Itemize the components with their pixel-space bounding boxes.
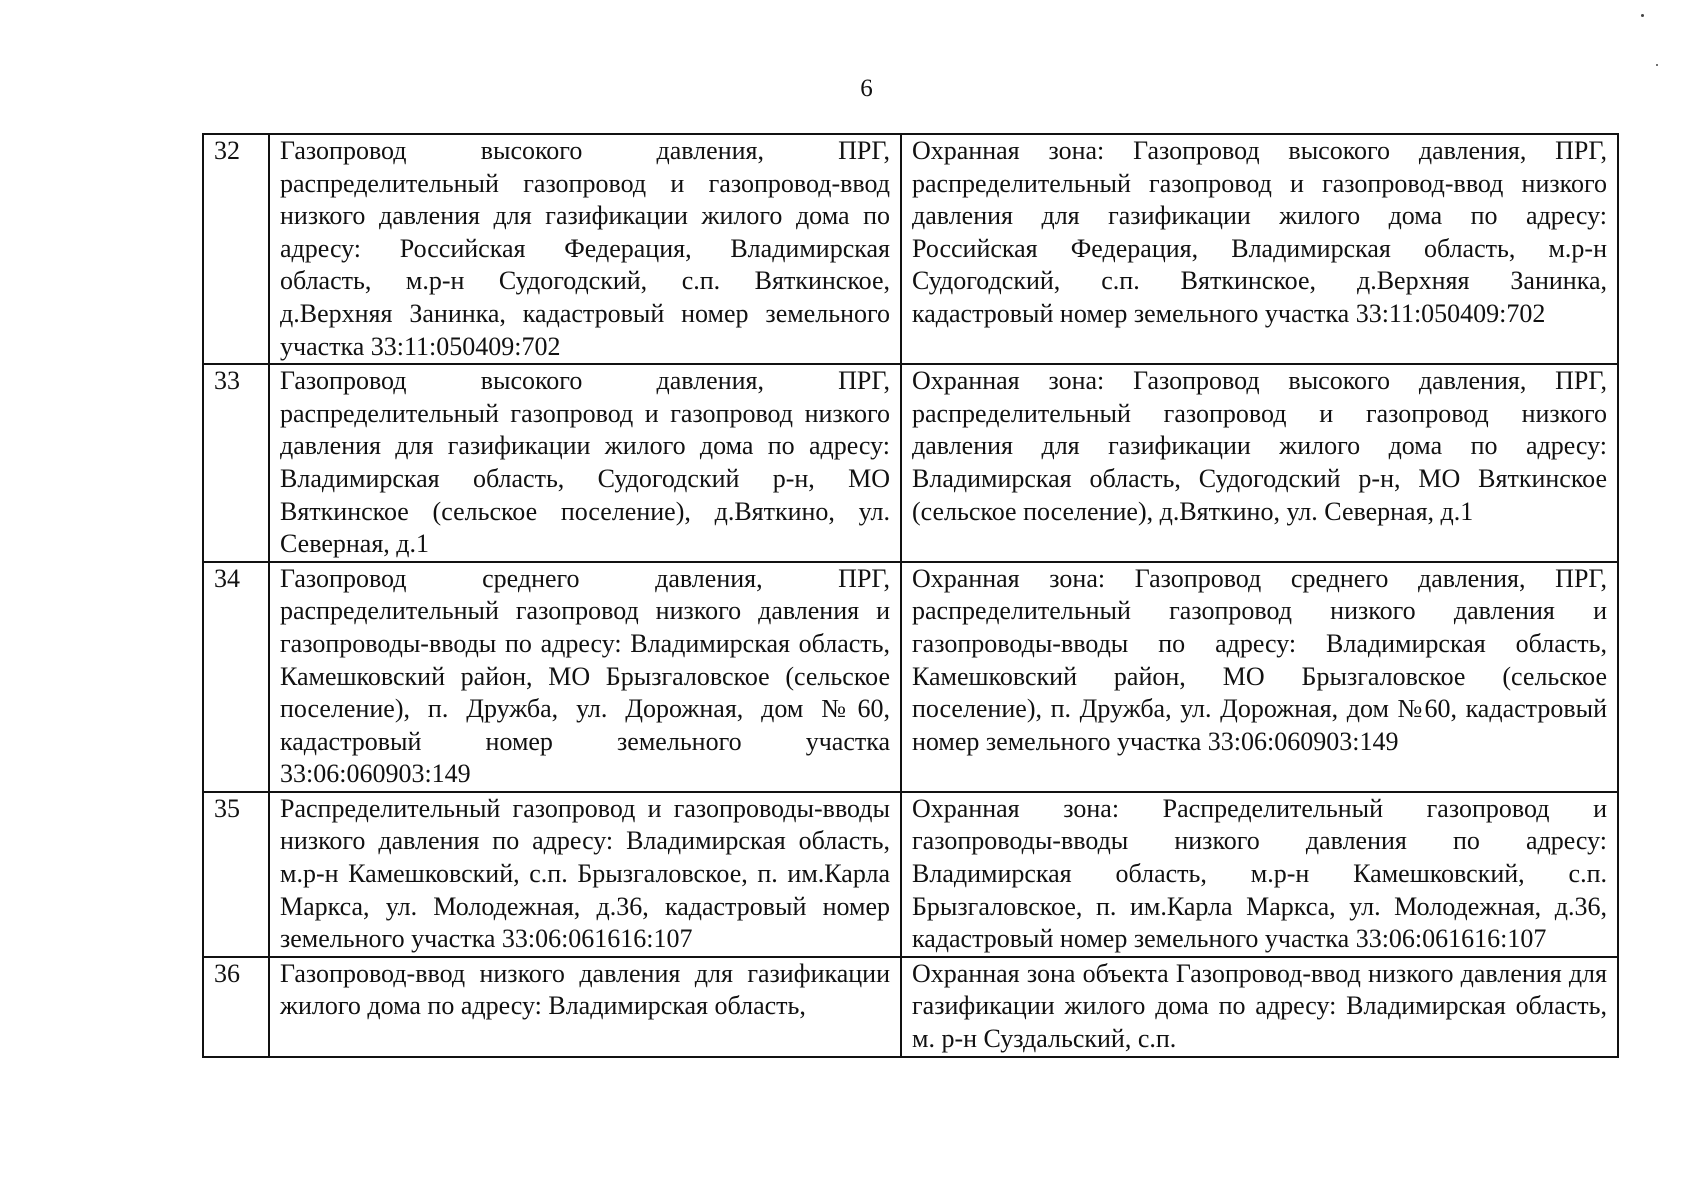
object-description: Газопровод высокого давления, ПРГ, распределительный газопровод и газопровод низкого давления для газификации жилого дома по адресу: Владимирская область, Судогодский р-н, МО Вяткинское (сельское поселение), д.Вяткино, ул. Северная, д.1 (269, 364, 901, 562)
table-row (203, 792, 1618, 957)
scan-speck (1656, 64, 1658, 66)
protection-zone-description: Охранная зона: Газопровод среднего давления, ПРГ, распределительный газопровод низкого давления и газопроводы-вводы по адресу: Владимирская область, Камешковский район, МО Брызгаловское (сельское поселение), п. Дружба, ул. Дорожная, дом №60, кадастровый номер земельного участка 33:06:060903:149 (901, 562, 1618, 792)
object-description: Газопровод высокого давления, ПРГ, распределительный газопровод и газопровод-ввод низкого давления для газификации жилого дома по адресу: Российская Федерация, Владимирская область, м.р-н Судогодский, с.п. Вяткинское, д.Верхняя Занинка, кадастровый номер земельного участка 33:11:050409:702 (269, 134, 901, 364)
row-number: 35 (203, 792, 269, 957)
protection-zone-description: Охранная зона объекта Газопровод-ввод низкого давления для газификации жилого дома по адресу: Владимирская область, м. р-н Суздальский, с.п. (901, 957, 1618, 1057)
table-row (203, 957, 1618, 1057)
row-number: 32 (203, 134, 269, 364)
table-row (203, 134, 1618, 364)
protection-zone-description: Охранная зона: Распределительный газопровод и газопроводы-вводы низкого давления по адресу: Владимирская область, м.р-н Камешковский, с.п. Брызгаловское, п. им.Карла Маркса, ул. Молодежная, д.36, кадастровый номер земельного участка 33:06:061616:107 (901, 792, 1618, 957)
registry-table (202, 133, 1619, 1058)
object-description: Распределительный газопровод и газопроводы-вводы низкого давления по адресу: Владимирская область, м.р-н Камешковский, с.п. Брызгаловское, п. им.Карла Маркса, ул. Молодежная, д.36, кадастровый номер земельного участка 33:06:061616:107 (269, 792, 901, 957)
object-description: Газопровод-ввод низкого давления для газификации жилого дома по адресу: Владимирская область, (269, 957, 901, 1057)
page-number: 6 (860, 75, 873, 102)
table-row (203, 562, 1618, 792)
object-description: Газопровод среднего давления, ПРГ, распределительный газопровод низкого давления и газопроводы-вводы по адресу: Владимирская область, Камешковский район, МО Брызгаловское (сельское поселение), п. Дружба, ул. Дорожная, дом №60, кадастровый номер земельного участка 33:06:060903:149 (269, 562, 901, 792)
row-number: 34 (203, 562, 269, 792)
row-number: 33 (203, 364, 269, 562)
scan-speck (1641, 14, 1644, 17)
protection-zone-description: Охранная зона: Газопровод высокого давления, ПРГ, распределительный газопровод и газопровод-ввод низкого давления для газификации жилого дома по адресу: Российская Федерация, Владимирская область, м.р-н Судогодский, с.п. Вяткинское, д.Верхняя Занинка, кадастровый номер земельного участка 33:11:050409:702 (901, 134, 1618, 364)
protection-zone-description: Охранная зона: Газопровод высокого давления, ПРГ, распределительный газопровод и газопровод низкого давления для газификации жилого дома по адресу: Владимирская область, Судогодский р-н, МО Вяткинское (сельское поселение), д.Вяткино, ул. Северная, д.1 (901, 364, 1618, 562)
table-row (203, 364, 1618, 562)
row-number: 36 (203, 957, 269, 1057)
